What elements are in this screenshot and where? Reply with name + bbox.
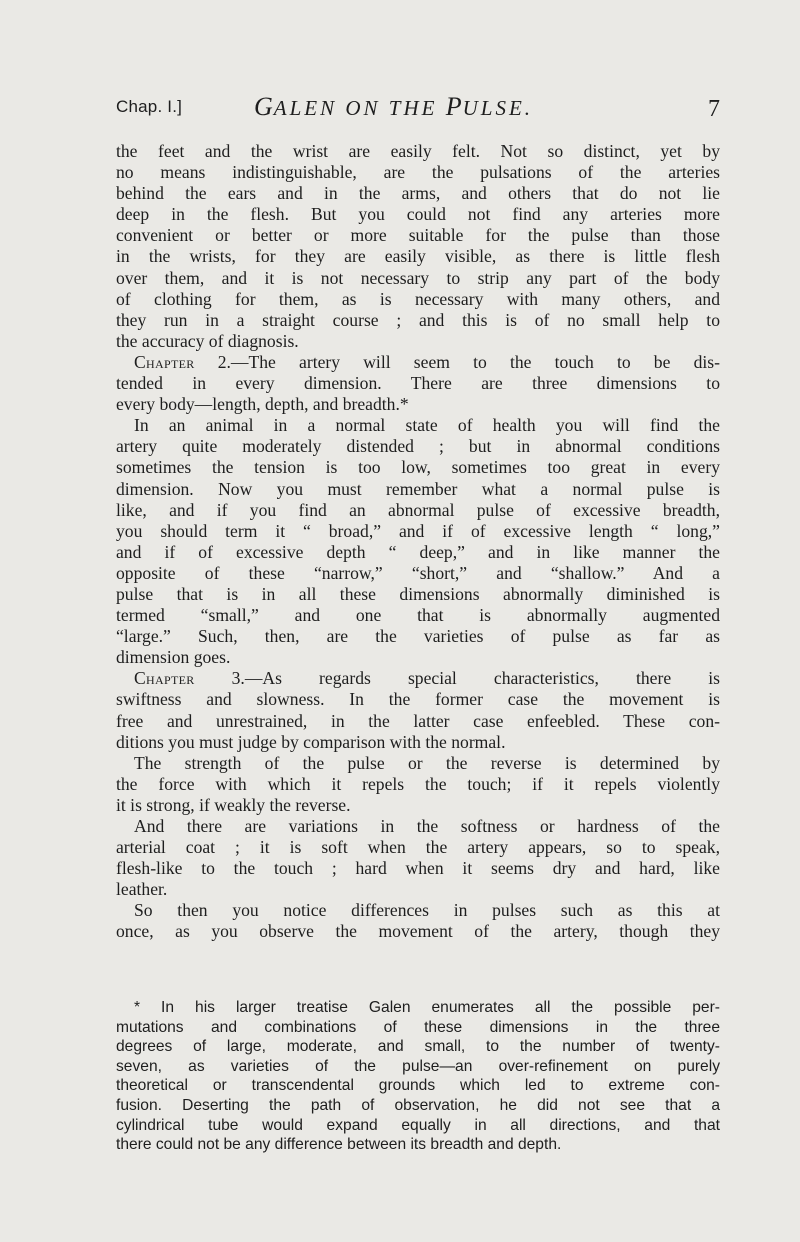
line-text: and if of excessive depth “ deep,” and in like manner the [116, 541, 720, 562]
line-text: free and unrestrained, in the latter case enfeebled. These con- [116, 710, 720, 731]
footnote-line [116, 1135, 720, 1155]
text-line [116, 373, 720, 394]
footnote-line [116, 1037, 720, 1057]
line-text: artery quite moderately distended ; but in abnormal conditions [116, 436, 720, 457]
line-text: leather. [116, 879, 168, 900]
footnote-line [116, 1057, 720, 1077]
text-line [116, 689, 720, 710]
line-text: convenient or better or more suitable for the pulse than those [116, 225, 720, 246]
line-text: ditions you must judge by comparison with the normal. [116, 731, 506, 752]
line-text: they run in a straight course ; and this is of no small help to [116, 309, 720, 330]
line-text: 2.—The artery will seem to the touch to be dis- [194, 351, 720, 372]
line-text: * In his larger treatise Galen enumerates all the possible per- [134, 999, 720, 1016]
text-line [116, 711, 720, 732]
line-text: in the wrists, for they are easily visible, as there is little flesh [116, 246, 720, 267]
text-line [116, 162, 720, 183]
text-line [116, 668, 720, 689]
text-line [116, 900, 720, 921]
line-text: So then you notice differences in pulses such as this at [134, 900, 720, 921]
line-text: seven, as varieties of the pulse—an over-refinement on purely [116, 1057, 720, 1075]
running-title [254, 92, 533, 122]
line-text: pulse that is in all these dimensions abnormally diminished is [116, 583, 720, 604]
line-text: deep in the flesh. But you could not find any arteries more [116, 204, 720, 225]
footnote-line [116, 1018, 720, 1038]
line-text: dimension goes. [116, 647, 231, 668]
running-title-initial-g: G [254, 92, 274, 121]
line-text: tended in every dimension. There are three dimensions to [116, 373, 720, 394]
text-line [116, 921, 720, 942]
text-line [116, 457, 720, 478]
text-line [116, 479, 720, 500]
running-title-part: ULSE. [462, 96, 534, 120]
line-text: fusion. Deserting the path of observation, he did not see that a [116, 1096, 720, 1114]
line-text: it is strong, if weakly the reverse. [116, 794, 351, 815]
text-line [116, 732, 720, 753]
line-text: every body—length, depth, and breadth.* [116, 394, 409, 415]
text-line [116, 563, 720, 584]
text-line [116, 310, 720, 331]
text-line [116, 204, 720, 225]
text-line [116, 436, 720, 457]
text-line [116, 352, 720, 373]
text-line [116, 626, 720, 647]
line-text: And there are variations in the softness or hardness of the [134, 816, 720, 836]
line-text: theoretical or transcendental grounds which led to extreme con- [116, 1077, 720, 1095]
line-text: the accuracy of diagnosis. [116, 330, 299, 351]
text-line [116, 225, 720, 246]
text-line [116, 879, 720, 900]
text-line [116, 584, 720, 605]
line-text: opposite of these “narrow,” “short,” and “shallow.” And a [116, 562, 720, 583]
text-line [116, 183, 720, 204]
text-line [116, 542, 720, 563]
page-number: 7 [708, 96, 720, 122]
text-line [116, 837, 720, 858]
line-text: swiftness and slowness. In the former case the movement is [116, 689, 720, 710]
text-line [116, 331, 720, 352]
line-text: cylindrical tube would expand equally in all directions, and that [116, 1116, 720, 1134]
text-line [116, 858, 720, 879]
line-text: dimension. Now you must remember what a normal pulse is [116, 478, 720, 499]
text-line [116, 289, 720, 310]
line-text: you should term it “ broad,” and if of excessive length “ long,” [116, 520, 720, 541]
text-line [116, 647, 720, 668]
text-line [116, 394, 720, 415]
text-line [116, 753, 720, 774]
line-text: the feet and the wrist are easily felt. Not so distinct, yet by [116, 141, 720, 161]
body-text [116, 141, 720, 943]
text-line [116, 816, 720, 837]
line-text: degrees of large, moderate, and small, to the number of twenty- [116, 1038, 720, 1056]
line-text: sometimes the tension is too low, sometimes too great in every [116, 457, 720, 478]
text-line [116, 521, 720, 542]
text-line [116, 415, 720, 436]
line-text: the force with which it repels the touch; if it repels violently [116, 773, 720, 794]
line-text: no means indistinguishable, are the pulsations of the arteries [116, 162, 720, 183]
line-text: arterial coat ; it is soft when the artery appears, so to speak, [116, 837, 720, 858]
line-text: flesh-like to the touch ; hard when it seems dry and hard, like [116, 858, 720, 879]
chapter-heading-label: Chapter [134, 351, 195, 372]
line-text: there could not be any difference between its breadth and depth. [116, 1136, 562, 1154]
line-text: “large.” Such, then, are the varieties of pulse as far as [116, 626, 720, 647]
line-text: over them, and it is not necessary to strip any part of the body [116, 267, 720, 288]
line-text: like, and if you find an abnormal pulse of excessive breadth, [116, 499, 720, 520]
line-text: once, as you observe the movement of the artery, though they [116, 921, 720, 942]
text-line [116, 774, 720, 795]
line-text: behind the ears and in the arms, and others that do not lie [116, 183, 720, 204]
line-text: mutations and combinations of these dimensions in the three [116, 1018, 720, 1036]
running-title-part: ALEN ON THE [273, 96, 446, 120]
text-line [116, 795, 720, 816]
line-text: of clothing for them, as is necessary with many others, and [116, 288, 720, 309]
line-text: 3.—As regards special characteristics, there is [194, 668, 720, 689]
footnote [116, 998, 720, 1155]
footnote-line [116, 998, 720, 1018]
footnote-line [116, 1116, 720, 1136]
running-title-initial-p: P [445, 92, 463, 121]
text-line [116, 605, 720, 626]
chapter-heading-label: Chapter [134, 668, 195, 689]
text-line [116, 268, 720, 289]
chapter-label: Chap. I.] [116, 97, 183, 116]
line-text: In an animal in a normal state of health you will find the [134, 415, 720, 436]
footnote-line [116, 1096, 720, 1116]
line-text: The strength of the pulse or the reverse is determined by [134, 752, 720, 773]
line-text: termed “small,” and one that is abnormally augmented [116, 605, 720, 626]
text-line [116, 500, 720, 521]
footnote-line [116, 1076, 720, 1096]
text-line [116, 141, 720, 162]
running-head [116, 92, 720, 126]
text-line [116, 246, 720, 267]
